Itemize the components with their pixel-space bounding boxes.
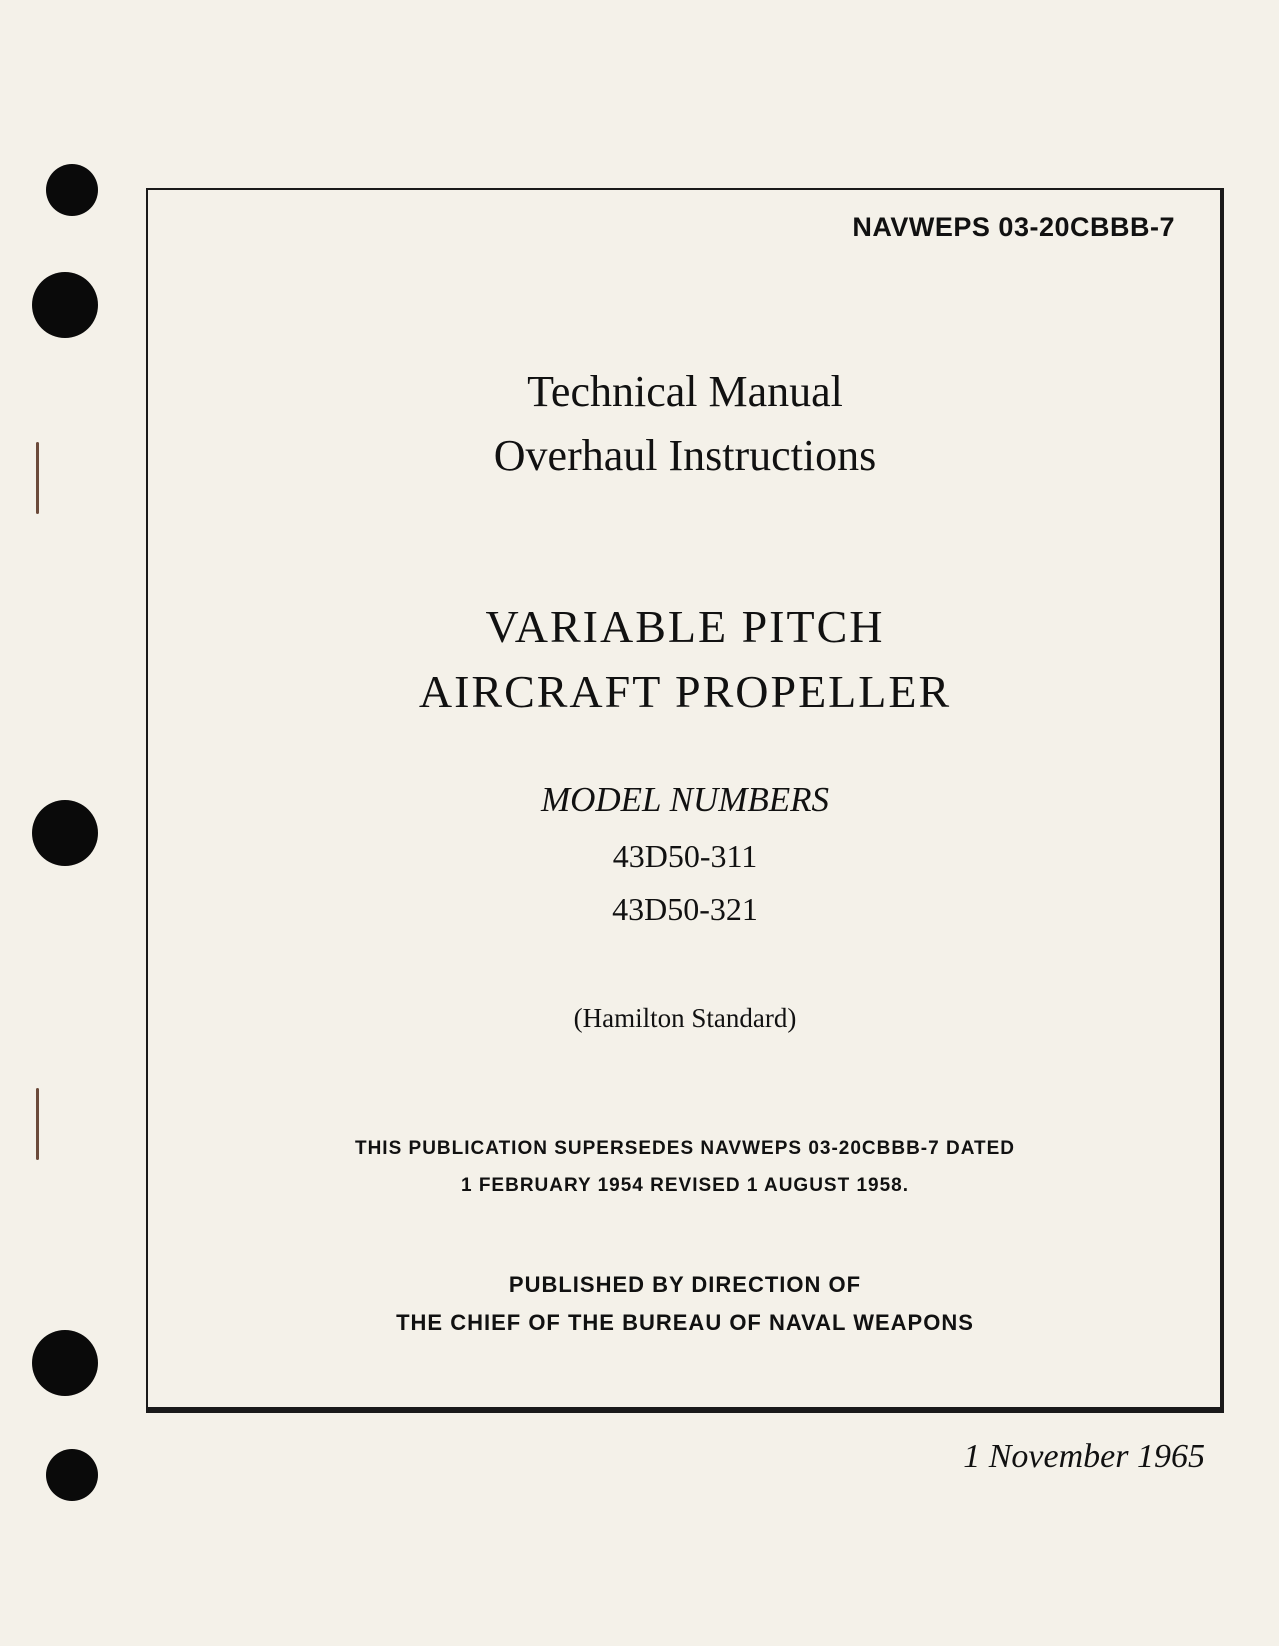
supersedes-line-1: THIS PUBLICATION SUPERSEDES NAVWEPS 03-20CBBB-7 DATED <box>354 1138 1016 1159</box>
subject-line-2: AIRCRAFT PROPELLER <box>418 666 952 717</box>
subject-line-1: VARIABLE PITCH <box>485 601 885 652</box>
manufacturer: (Hamilton Standard) <box>573 1003 797 1033</box>
publication-date: 1 November 1965 <box>963 1438 1205 1475</box>
model-number: 43D50-311 <box>612 838 758 874</box>
supersedes-line-2: 1 FEBRUARY 1954 REVISED 1 AUGUST 1958. <box>460 1175 910 1196</box>
title-line-2: Overhaul Instructions <box>493 431 877 480</box>
title-line-1: Technical Manual <box>527 367 843 416</box>
binder-hole <box>32 272 98 338</box>
binder-hole <box>46 164 98 216</box>
publisher-line-2: THE CHIEF OF THE BUREAU OF NAVAL WEAPONS <box>396 1310 974 1335</box>
publisher-line-1: PUBLISHED BY DIRECTION OF <box>508 1272 862 1297</box>
binder-hole <box>32 800 98 866</box>
binder-hole <box>32 1330 98 1396</box>
staple-mark <box>36 442 39 514</box>
staple-mark <box>36 1088 39 1160</box>
publication-number: NAVWEPS 03-20CBBB-7 <box>852 212 1175 242</box>
model-numbers-label: MODEL NUMBERS <box>540 780 830 819</box>
binder-hole <box>46 1449 98 1501</box>
model-number: 43D50-321 <box>612 891 758 927</box>
